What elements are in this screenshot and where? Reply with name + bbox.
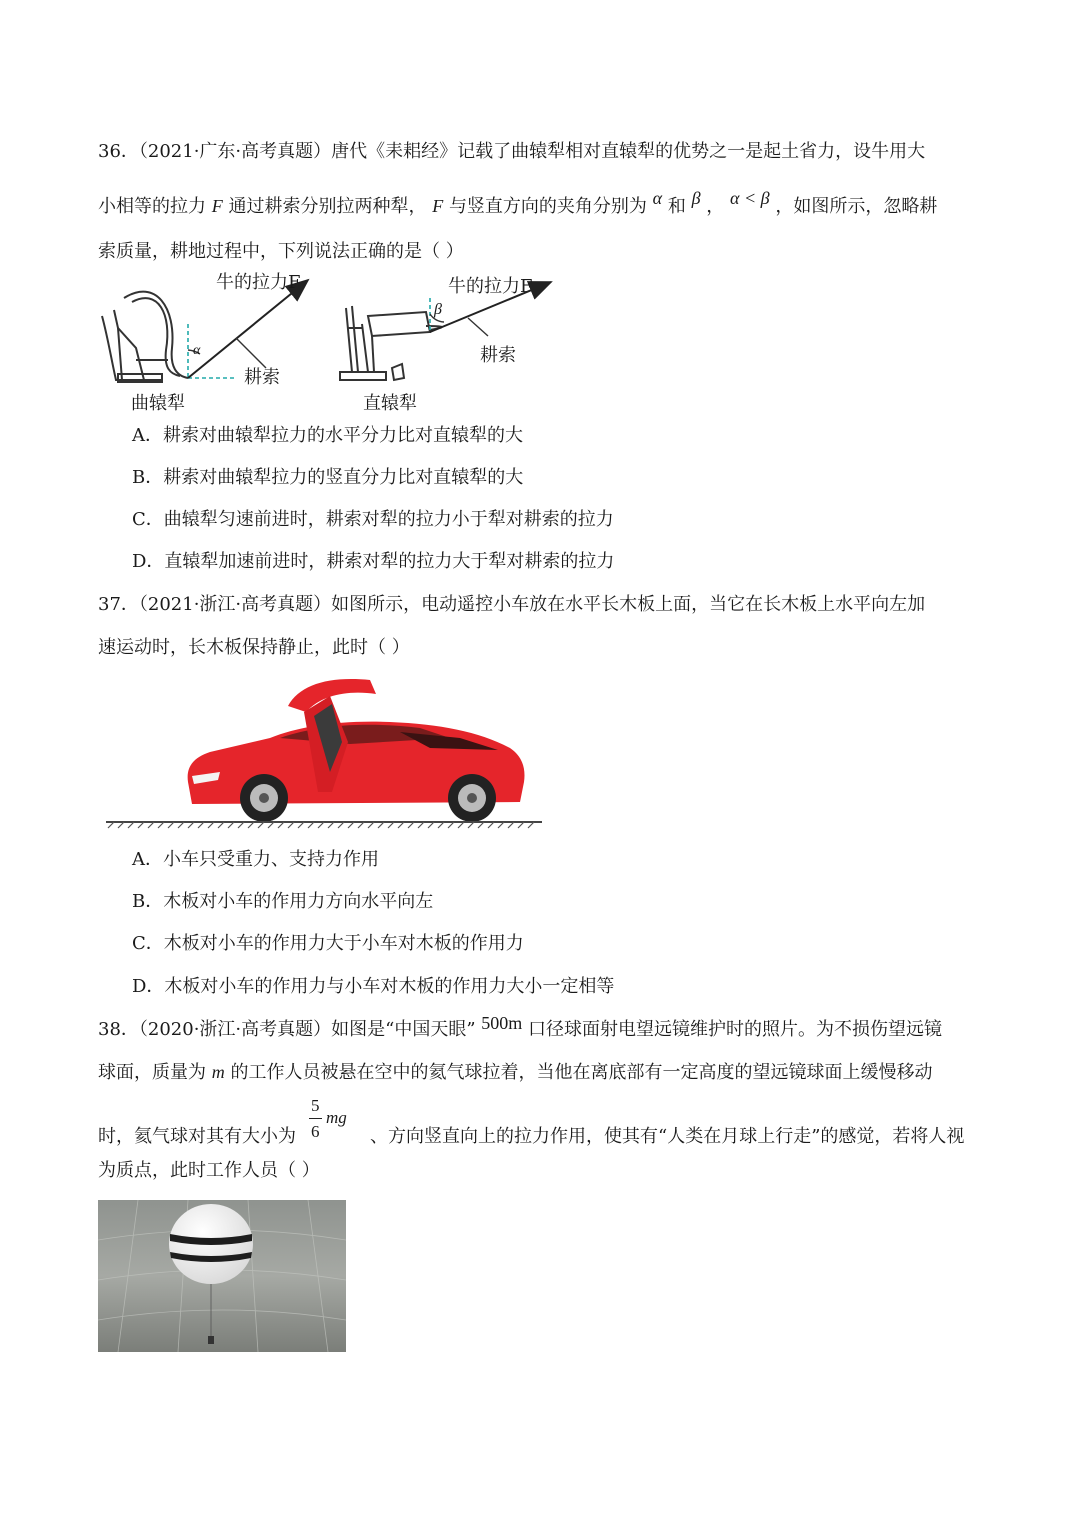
q36-text-b: 通过耕索分别拉两种犁， [228, 196, 427, 217]
helium-balloon-photo [98, 1200, 346, 1352]
q36-text-d: ，如图所示，忽略耕 [775, 196, 938, 217]
q38-stem-line4: 为质点，此时工作人员（ ） [98, 1160, 320, 1181]
force-symbol: F [211, 196, 223, 216]
q37-option-c: C．木板对小车的作用力大于小车对木板的作用力 [132, 933, 524, 954]
alpha-symbol: α [652, 188, 663, 208]
q36-option-d: D．直辕犁加速前进时，耕索对犁的拉力大于犁对耕索的拉力 [132, 551, 615, 572]
straight-plough-name: 直辕犁 [363, 393, 417, 414]
fraction-bar [309, 1118, 322, 1119]
q36-option-c: C．曲辕犁匀速前进时，耕索对犁的拉力小于犁对耕索的拉力 [132, 509, 614, 530]
q37-option-d: D．木板对小车的作用力与小车对木板的作用力大小一定相等 [132, 976, 615, 997]
fraction-denominator: 6 [311, 1122, 320, 1141]
q36-stem-line2 [98, 188, 938, 219]
mass-symbol: m [211, 1062, 225, 1082]
curved-force-label: 牛的拉力F [216, 272, 301, 293]
q38-size: 500m [481, 1013, 523, 1033]
rc-car-photo [100, 672, 550, 832]
q36-text-c: 与竖直方向的夹角分别为 [448, 196, 647, 217]
curved-angle-label: α [193, 343, 201, 358]
straight-angle-label: β [434, 301, 442, 318]
q37-stem-line2: 速运动时，长木板保持静止，此时（ ） [98, 637, 410, 658]
curved-plough-name: 曲辕犁 [131, 393, 185, 414]
straight-plough-drawing [340, 306, 442, 380]
q36-text-a: 小相等的拉力 [98, 196, 206, 217]
q37-stem-line1: 37．（2021·浙江·高考真题）如图所示，电动遥控小车放在水平长木板上面，当它在长木板上水平向左加 [98, 594, 926, 615]
curved-rope-label: 耕索 [244, 367, 280, 388]
q36-stem-line3: 索质量，耕地过程中，下列说法正确的是（ ） [98, 241, 464, 262]
q38-text-c: 球面，质量为 [98, 1062, 206, 1083]
curved-plough-drawing [102, 292, 188, 382]
fraction-numerator: 5 [311, 1096, 320, 1115]
q38-text-b: 口径球面射电望远镜维护时的照片。为不损伤望远镜 [528, 1019, 943, 1040]
straight-rope-label: 耕索 [480, 345, 516, 366]
q36-and: 和 [667, 196, 686, 217]
alpha-lt-beta: α < β [730, 188, 770, 208]
q37-option-b: B．木板对小车的作用力方向水平向左 [132, 891, 434, 912]
q38-stem-line3b: 、方向竖直向上的拉力作用，使其有“人类在月球上行走”的感觉，若将人视 [370, 1126, 965, 1147]
beta-symbol: β [691, 188, 701, 208]
straight-force-label: 牛的拉力F [448, 276, 533, 297]
q38-text-a: 38．（2020·浙江·高考真题）如图是“中国天眼” [98, 1019, 476, 1040]
q36-stem-line1: 36．（2021·广东·高考真题）唐代《耒耜经》记载了曲辕犁相对直辕犁的优势之一是起土省力，设牛用大 [98, 141, 926, 162]
q38-text-d: 的工作人员被悬在空中的氦气球拉着，当他在离底部有一定高度的望远镜球面上缓慢移动 [230, 1062, 933, 1083]
fraction-variable: mg [326, 1108, 347, 1127]
q36-option-a: A．耕索对曲辕犁拉力的水平分力比对直辕犁的大 [132, 425, 523, 446]
force-symbol-2: F [432, 196, 444, 216]
q36-comma: ， [706, 196, 725, 217]
q38-stem-line1 [98, 1013, 943, 1042]
q38-stem-line3a: 时，氦气球对其有大小为 [98, 1126, 296, 1147]
q37-option-a: A．小车只受重力、支持力作用 [132, 849, 379, 870]
q38-stem-line2 [98, 1060, 932, 1085]
q36-option-b: B．耕索对曲辕犁拉力的竖直分力比对直辕犁的大 [132, 467, 524, 488]
